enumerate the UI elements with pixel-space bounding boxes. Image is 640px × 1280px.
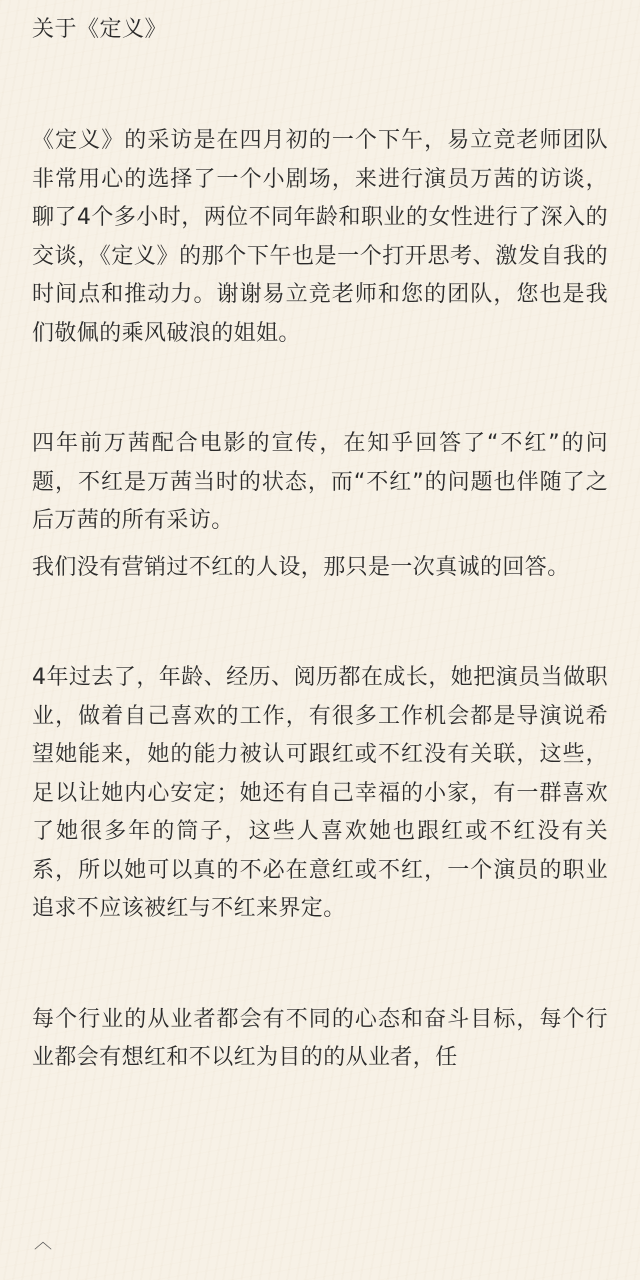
chevron-up-icon: ︿ xyxy=(34,1232,52,1253)
paragraph-2: 四年前万茜配合电影的宣传，在知乎回答了“不红”的问题，不红是万茜当时的状态，而“不红”的问题也伴随了之后万茜的所有采访。 xyxy=(32,431,608,533)
paragraph-4: 4年过去了，年龄、经历、阅历都在成长，她把演员当做职业，做着自己喜欢的工作，有很多工作机会都是导演说希望她能来，她的能力被认可跟红或不红没有关联，这些，足以让她内心安定；她还有自己幸福的小家，有一群喜欢了她很多年的筒子，这些人喜欢她也跟红或不红没有关系，所以她可以真的不必在意红或不红，一个演员的职业追求不应该被红与不红来界定。 xyxy=(32,665,608,921)
paragraph-3: 我们没有营销过不红的人设，那只是一次真诚的回答。 xyxy=(32,554,570,580)
paragraph-5: 每个行业的从业者都会有不同的心态和奋斗目标，每个行业都会有想红和不以红为目的的从业者，任 xyxy=(32,1006,608,1070)
scroll-to-top-button[interactable] xyxy=(28,1226,58,1256)
paragraph-1: 《定义》的采访是在四月初的一个下午，易立竞老师团队非常用心的选择了一个小剧场，来进行演员万茜的访谈，聊了4个多小时，两位不同年龄和职业的女性进行了深入的交谈，《定义》的那个下午也是一个打开思考、激发自我的时间点和推动力。谢谢易立竞老师和您的团队，您也是我们敬佩的乘风破浪的姐姐。 xyxy=(32,128,608,346)
article-title: 关于《定义》 xyxy=(32,17,168,42)
article xyxy=(32,10,608,1078)
